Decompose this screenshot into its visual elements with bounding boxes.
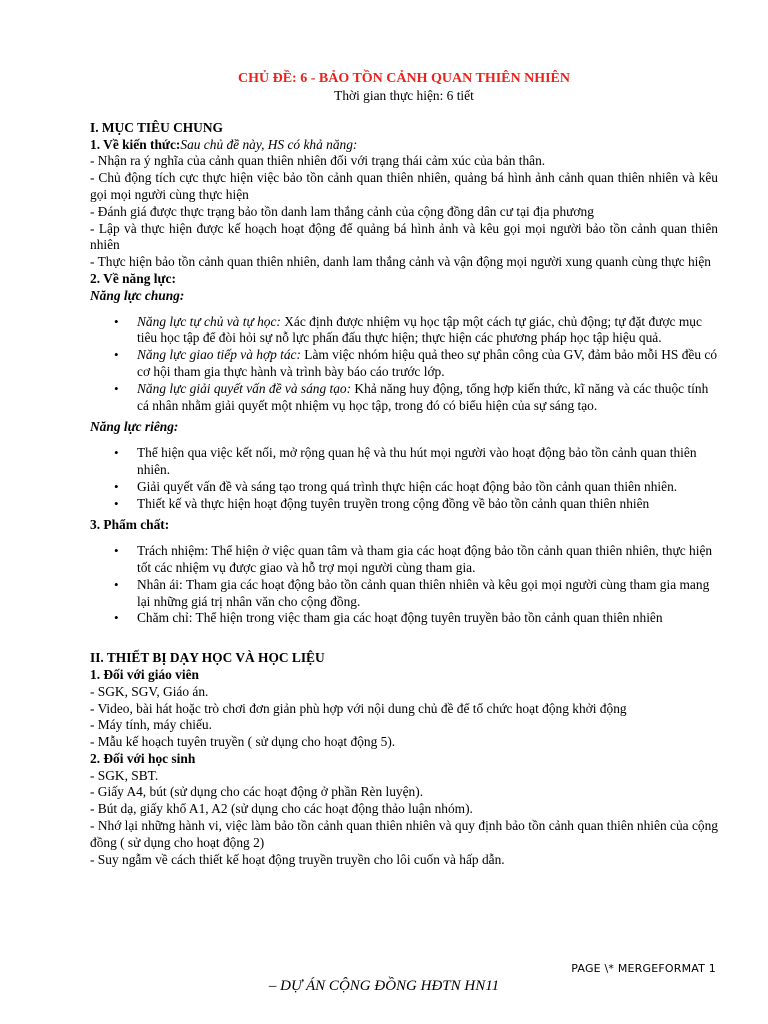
- list-item: • Thiết kế và thực hiện hoạt động tuyên truyền trong cộng đồng về bảo tồn cảnh quan thiên nhiên: [137, 496, 718, 513]
- competence-term: Năng lực giải quyết vấn đề và sáng tạo:: [137, 380, 352, 396]
- knowledge-label: 1. Về kiến thức:: [90, 136, 181, 152]
- list-item: • Giải quyết vấn đề và sáng tạo trong quá trình thực hiện các hoạt động bảo tồn cảnh quan thiên nhiên.: [137, 479, 718, 496]
- document-body: [90, 70, 718, 868]
- specific-competence-list: [90, 445, 718, 512]
- knowledge-line: - Thực hiện bảo tồn cảnh quan thiên nhiên, danh lam thắng cảnh và vận động mọi người xung quanh cùng thực hiện: [90, 254, 711, 270]
- knowledge-line: - Chủ động tích cực thực hiện việc bảo tồn cảnh quan thiên nhiên, quảng bá hình ảnh cảnh quan thiên nhiên và kêu gọi mọi người cùng thực hiện: [90, 170, 718, 202]
- competence-text: Xác định được nhiệm vụ học tập một cách tự giác, chủ động; tự đặt được mục tiêu học tập để đòi hỏi sự nỗ lực phấn đấu thực hiện; thực hiện các phương pháp học tập hiệu quả.: [137, 313, 702, 346]
- teacher-line: - Mẫu kế hoạch tuyên truyền ( sử dụng cho hoạt động 5).: [90, 734, 396, 750]
- knowledge-line: - Lập và thực hiện được kế hoạch hoạt động để quảng bá hình ảnh và kêu gọi mọi người bảo tồn cảnh quan thiên nhiên: [90, 220, 718, 253]
- specific-competence-heading: Năng lực riêng:: [90, 419, 179, 435]
- section-2-heading: II. THIẾT BỊ DẠY HỌC VÀ HỌC LIỆU: [90, 650, 325, 666]
- competence-text: Khả năng huy động, tổng hợp kiến thức, kĩ năng và các thuộc tính cá nhân nhằm giải quyết một nhiệm vụ học tập, trong đó có biểu hiện của sự sáng tạo.: [137, 380, 709, 413]
- list-item: [137, 314, 718, 348]
- document-subtitle: Thời gian thực hiện: 6 tiết: [334, 88, 474, 103]
- knowledge-line: - Đánh giá được thực trạng bảo tồn danh lam thắng cảnh của cộng đồng dân cư tại địa phương: [90, 203, 594, 219]
- list-item: • Chăm chỉ: Thể hiện trong việc tham gia các hoạt động tuyên truyền bảo tồn cảnh quan thiên nhiên: [137, 610, 718, 627]
- document-title: CHỦ ĐỀ: 6 - BẢO TỒN CẢNH QUAN THIÊN NHIÊN: [237, 71, 570, 86]
- student-line: - SGK, SBT.: [90, 767, 159, 783]
- page-number-field: PAGE \* MERGEFORMAT 1: [571, 962, 716, 975]
- list-item: [137, 381, 718, 415]
- knowledge-line: - Nhận ra ý nghĩa của cảnh quan thiên nhiên đối với trạng thái cảm xúc của bản thân.: [90, 153, 546, 169]
- student-line: - Nhớ lại những hành vi, việc làm bảo tồn cảnh quan thiên nhiên và quy định bảo tồn cảnh quan thiên nhiên của cộng đồng ( sử dụng cho hoạt động 2): [90, 818, 718, 850]
- competence-term: Năng lực giao tiếp và hợp tác:: [137, 347, 301, 363]
- knowledge-intro: Sau chủ đề này, HS có khả năng:: [180, 136, 358, 152]
- footer-project-name: – DỰ ÁN CỘNG ĐỒNG HĐTN HN11: [268, 978, 500, 994]
- student-line: - Suy ngẫm về cách thiết kế hoạt động truyền truyền cho lôi cuốn và hấp dẫn.: [90, 851, 505, 867]
- competence-term: Năng lực tự chủ và tự học:: [137, 313, 281, 329]
- list-item: • Thể hiện qua việc kết nối, mở rộng quan hệ và thu hút mọi người vào hoạt động bảo tồn cảnh quan thiên nhiên.: [137, 445, 718, 479]
- list-item: • Trách nhiệm: Thể hiện ở việc quan tâm và tham gia các hoạt động bảo tồn cảnh quan thiên nhiên, thực hiện tốt các nhiệm vụ được giao và hỗ trợ mọi người cùng tham gia.: [137, 543, 718, 577]
- qualities-heading: 3. Phẩm chất:: [90, 517, 170, 533]
- list-item: [137, 347, 718, 381]
- section-1-heading: I. MỤC TIÊU CHUNG: [90, 119, 223, 135]
- competence-text: Làm việc nhóm hiệu quả theo sự phân công của GV, đảm bảo mỗi HS đều có cơ hội tham gia thực hành và trình bày báo cáo trước lớp.: [137, 347, 718, 379]
- general-competence-heading: Năng lực chung:: [90, 287, 185, 303]
- teacher-line: - Máy tính, máy chiếu.: [90, 717, 212, 733]
- teacher-heading: 1. Đối với giáo viên: [90, 666, 199, 682]
- competence-heading: 2. Về năng lực:: [90, 270, 176, 286]
- student-line: - Giấy A4, bút (sử dụng cho các hoạt động ở phần Rèn luyện).: [90, 784, 424, 800]
- student-line: - Bút dạ, giấy khổ A1, A2 (sử dụng cho các hoạt động thảo luận nhóm).: [90, 801, 473, 817]
- student-heading: 2. Đối với học sinh: [90, 750, 196, 766]
- teacher-line: - Video, bài hát hoặc trò chơi đơn giản phù hợp với nội dung chủ đề để tổ chức hoạt động khởi động: [90, 700, 627, 716]
- section-spacer: [90, 632, 718, 650]
- list-item: • Nhân ái: Tham gia các hoạt động bảo tồn cảnh quan thiên nhiên và kêu gọi mọi người cùng tham gia mang lại những giá trị nhân văn cho cộng đồng.: [137, 577, 718, 611]
- qualities-list: [90, 543, 718, 627]
- general-competence-list: [90, 314, 718, 415]
- knowledge-heading-line: [90, 137, 718, 154]
- teacher-line: - SGK, SGV, Giáo án.: [90, 683, 209, 699]
